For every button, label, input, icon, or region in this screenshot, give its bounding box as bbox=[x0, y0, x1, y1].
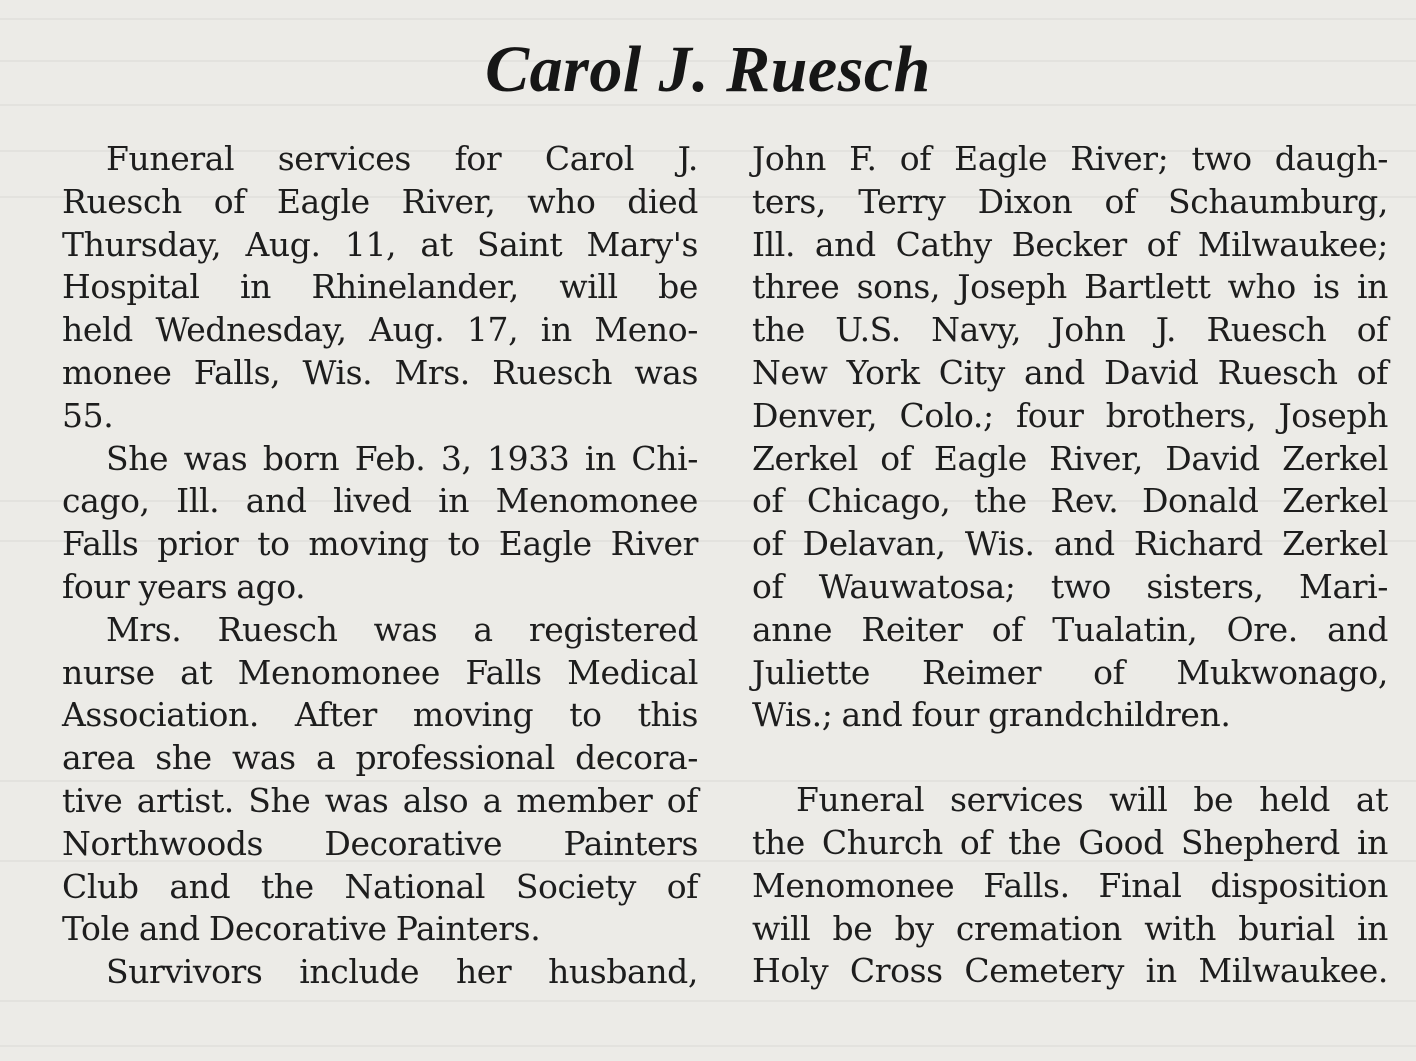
text-line: Menomonee Falls. Final disposition bbox=[752, 865, 1388, 905]
text-line: Ill. and Cathy Becker of Milwaukee; bbox=[752, 224, 1388, 264]
text-line: monee Falls, Wis. Mrs. Ruesch was bbox=[62, 352, 698, 392]
text-line: Juliette Reimer of Mukwonago, bbox=[752, 652, 1388, 692]
text-line: area she was a professional decora- bbox=[62, 738, 698, 778]
text-line: Association. After moving to this bbox=[62, 695, 698, 735]
text-line: held Wednesday, Aug. 17, in Meno- bbox=[62, 310, 698, 350]
text-line: tive artist. She was also a member of bbox=[62, 780, 698, 820]
text-line: nurse at Menomonee Falls Medical bbox=[62, 652, 698, 692]
text-line: four years ago. bbox=[62, 566, 306, 606]
text-line: of Chicago, the Rev. Donald Zerkel bbox=[752, 481, 1388, 521]
text-line: the U.S. Navy, John J. Ruesch of bbox=[752, 310, 1388, 350]
text-line: cago, Ill. and lived in Menomonee bbox=[62, 481, 698, 521]
text-line: anne Reiter of Tualatin, Ore. and bbox=[752, 609, 1388, 649]
text-line: Funeral services will be held at bbox=[796, 780, 1388, 820]
text-line: ters, Terry Dixon of Schaumburg, bbox=[752, 181, 1388, 221]
text-line: Mrs. Ruesch was a registered bbox=[106, 609, 698, 649]
text-line: Hospital in Rhinelander, will be bbox=[62, 267, 698, 307]
text-line: of Wauwatosa; two sisters, Mari- bbox=[752, 566, 1388, 606]
text-line: She was born Feb. 3, 1933 in Chi- bbox=[106, 438, 698, 478]
text-line: Club and the National Society of bbox=[62, 866, 698, 906]
text-line: Northwoods Decorative Painters bbox=[62, 823, 698, 863]
paragraph-gap bbox=[752, 737, 1388, 779]
text-line: will be by cremation with burial in bbox=[752, 908, 1388, 948]
text-line: Holy Cross Cemetery in Milwaukee. bbox=[752, 951, 1388, 991]
text-line: Zerkel of Eagle River, David Zerkel bbox=[752, 438, 1388, 478]
text-line: Thursday, Aug. 11, at Saint Mary's bbox=[62, 224, 698, 264]
text-line: Funeral services for Carol J. bbox=[106, 139, 698, 178]
text-line: three sons, Joseph Bartlett who is in bbox=[752, 267, 1388, 307]
text-line: Falls prior to moving to Eagle River bbox=[62, 524, 698, 564]
text-line: Denver, Colo.; four brothers, Joseph bbox=[752, 395, 1388, 435]
obituary-title: Carol J. Ruesch bbox=[485, 33, 931, 106]
text-line: John F. of Eagle River; two daugh- bbox=[752, 139, 1388, 178]
text-line: New York City and David Ruesch of bbox=[752, 352, 1388, 392]
text-line: 55. bbox=[62, 395, 114, 435]
text-line: Wis.; and four grandchildren. bbox=[752, 695, 1231, 735]
right-column bbox=[752, 138, 1388, 993]
text-line: Tole and Decorative Painters. bbox=[62, 909, 541, 949]
text-line: Ruesch of Eagle River, who died bbox=[62, 181, 698, 221]
left-column bbox=[62, 138, 698, 994]
text-line: Survivors include her husband, bbox=[106, 952, 698, 992]
text-line: of Delavan, Wis. and Richard Zerkel bbox=[752, 524, 1388, 564]
text-line: the Church of the Good Shepherd in bbox=[752, 822, 1388, 862]
